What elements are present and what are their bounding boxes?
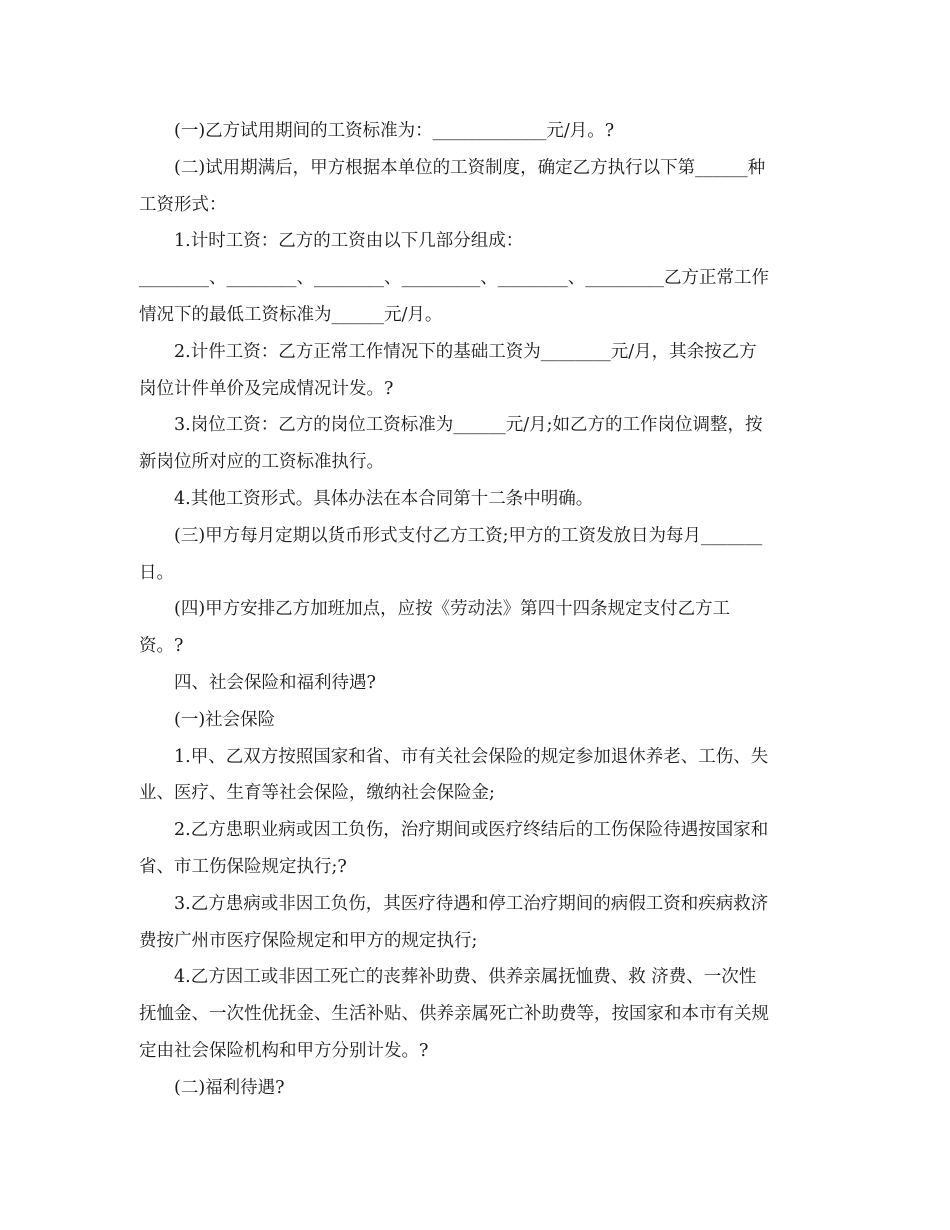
overtime-clause-cont: 资。? bbox=[139, 636, 184, 657]
insurance-item-4-cont-2: 定由社会保险机构和甲方分别计发。? bbox=[139, 1040, 429, 1061]
section-heading-insurance: 四、社会保险和福利待遇? bbox=[174, 672, 376, 693]
insurance-item-4-cont: 抚恤金、一次性优抚金、生活补贴、供养亲属死亡补助费等，按国家和本市有关规 bbox=[139, 1004, 769, 1025]
insurance-item-2: 2.乙方患职业病或因工负伤，治疗期间或医疗终结后的工伤保险待遇按国家和 bbox=[174, 820, 769, 841]
document-body bbox=[139, 113, 811, 1107]
hourly-wage-item-cont: 情况下的最低工资标准为______元/月。 bbox=[139, 304, 443, 325]
subsection-welfare: (二)福利待遇? bbox=[174, 1077, 285, 1098]
insurance-item-1: 1.甲、乙双方按照国家和省、市有关社会保险的规定参加退休养老、工伤、失 bbox=[174, 746, 769, 767]
insurance-item-3: 3.乙方患病或非因工负伤，其医疗待遇和停工治疗期间的病假工资和疾病救济 bbox=[174, 893, 769, 914]
piece-wage-item: 2.计件工资：乙方正常工作情况下的基础工资为________元/月，其余按乙方 bbox=[174, 341, 757, 362]
other-wage-item: 4.其他工资形式。具体办法在本合同第十二条中明确。 bbox=[174, 488, 594, 509]
payday-clause-cont: 日。 bbox=[139, 562, 174, 583]
wage-form-clause-cont: 工资形式： bbox=[139, 194, 227, 215]
post-wage-item: 3.岗位工资：乙方的岗位工资标准为______元/月;如乙方的工作岗位调整，按 bbox=[174, 415, 763, 436]
payday-clause: (三)甲方每月定期以货币形式支付乙方工资;甲方的工资发放日为每月_______ bbox=[174, 525, 763, 546]
post-wage-item-cont: 新岗位所对应的工资标准执行。 bbox=[139, 452, 384, 473]
insurance-item-4: 4.乙方因工或非因工死亡的丧葬补助费、供养亲属抚恤费、救 济费、一次性 bbox=[174, 967, 757, 988]
piece-wage-item-cont: 岗位计件单价及完成情况计发。? bbox=[139, 378, 394, 399]
insurance-item-1-cont: 业、医疗、生育等社会保险，缴纳社会保险金; bbox=[139, 783, 495, 804]
insurance-item-2-cont: 省、市工伤保险规定执行;? bbox=[139, 856, 347, 877]
insurance-item-3-cont: 费按广州市医疗保险规定和甲方的规定执行; bbox=[139, 930, 478, 951]
hourly-wage-item: 1.计时工资：乙方的工资由以下几部分组成： bbox=[174, 231, 524, 252]
wage-form-clause: (二)试用期满后，甲方根据本单位的工资制度，确定乙方执行以下第______种 bbox=[174, 157, 766, 178]
overtime-clause: (四)甲方安排乙方加班加点，应按《劳动法》第四十四条规定支付乙方工 bbox=[174, 599, 731, 620]
trial-wage-clause: (一)乙方试用期间的工资标准为：_____________元/月。? bbox=[174, 121, 615, 141]
hourly-wage-item-blanks: ________、________、________、_________、________、_________乙方正常工作 bbox=[139, 268, 769, 289]
subsection-social-insurance: (一)社会保险 bbox=[174, 709, 276, 730]
